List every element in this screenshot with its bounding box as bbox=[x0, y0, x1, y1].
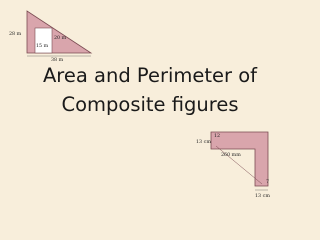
triangle-figure bbox=[9, 11, 91, 63]
l-shape-bottom-small-label: 7 bbox=[266, 180, 270, 185]
triangle-cutout-rect bbox=[35, 28, 52, 53]
l-shape bbox=[211, 132, 268, 186]
l-shape-bottom-label: 13 cm bbox=[255, 194, 270, 199]
triangle-base-label: 38 m bbox=[51, 58, 64, 63]
triangle-hypotenuse-label: 20 m bbox=[54, 36, 67, 41]
l-shape-left-label: 13 cm bbox=[196, 140, 211, 145]
slide-title-line-1: Area and Perimeter of bbox=[42, 64, 258, 87]
l-shape-figure bbox=[196, 132, 270, 199]
triangle-inner-width-label: 15 m bbox=[36, 44, 49, 49]
l-shape-middle-label: 260 mm bbox=[221, 153, 241, 158]
triangle-height-label: 28 m bbox=[9, 32, 22, 37]
slide-title-line-2: Composite figures bbox=[61, 93, 239, 116]
l-shape-top-small-label: 12 bbox=[214, 134, 221, 139]
